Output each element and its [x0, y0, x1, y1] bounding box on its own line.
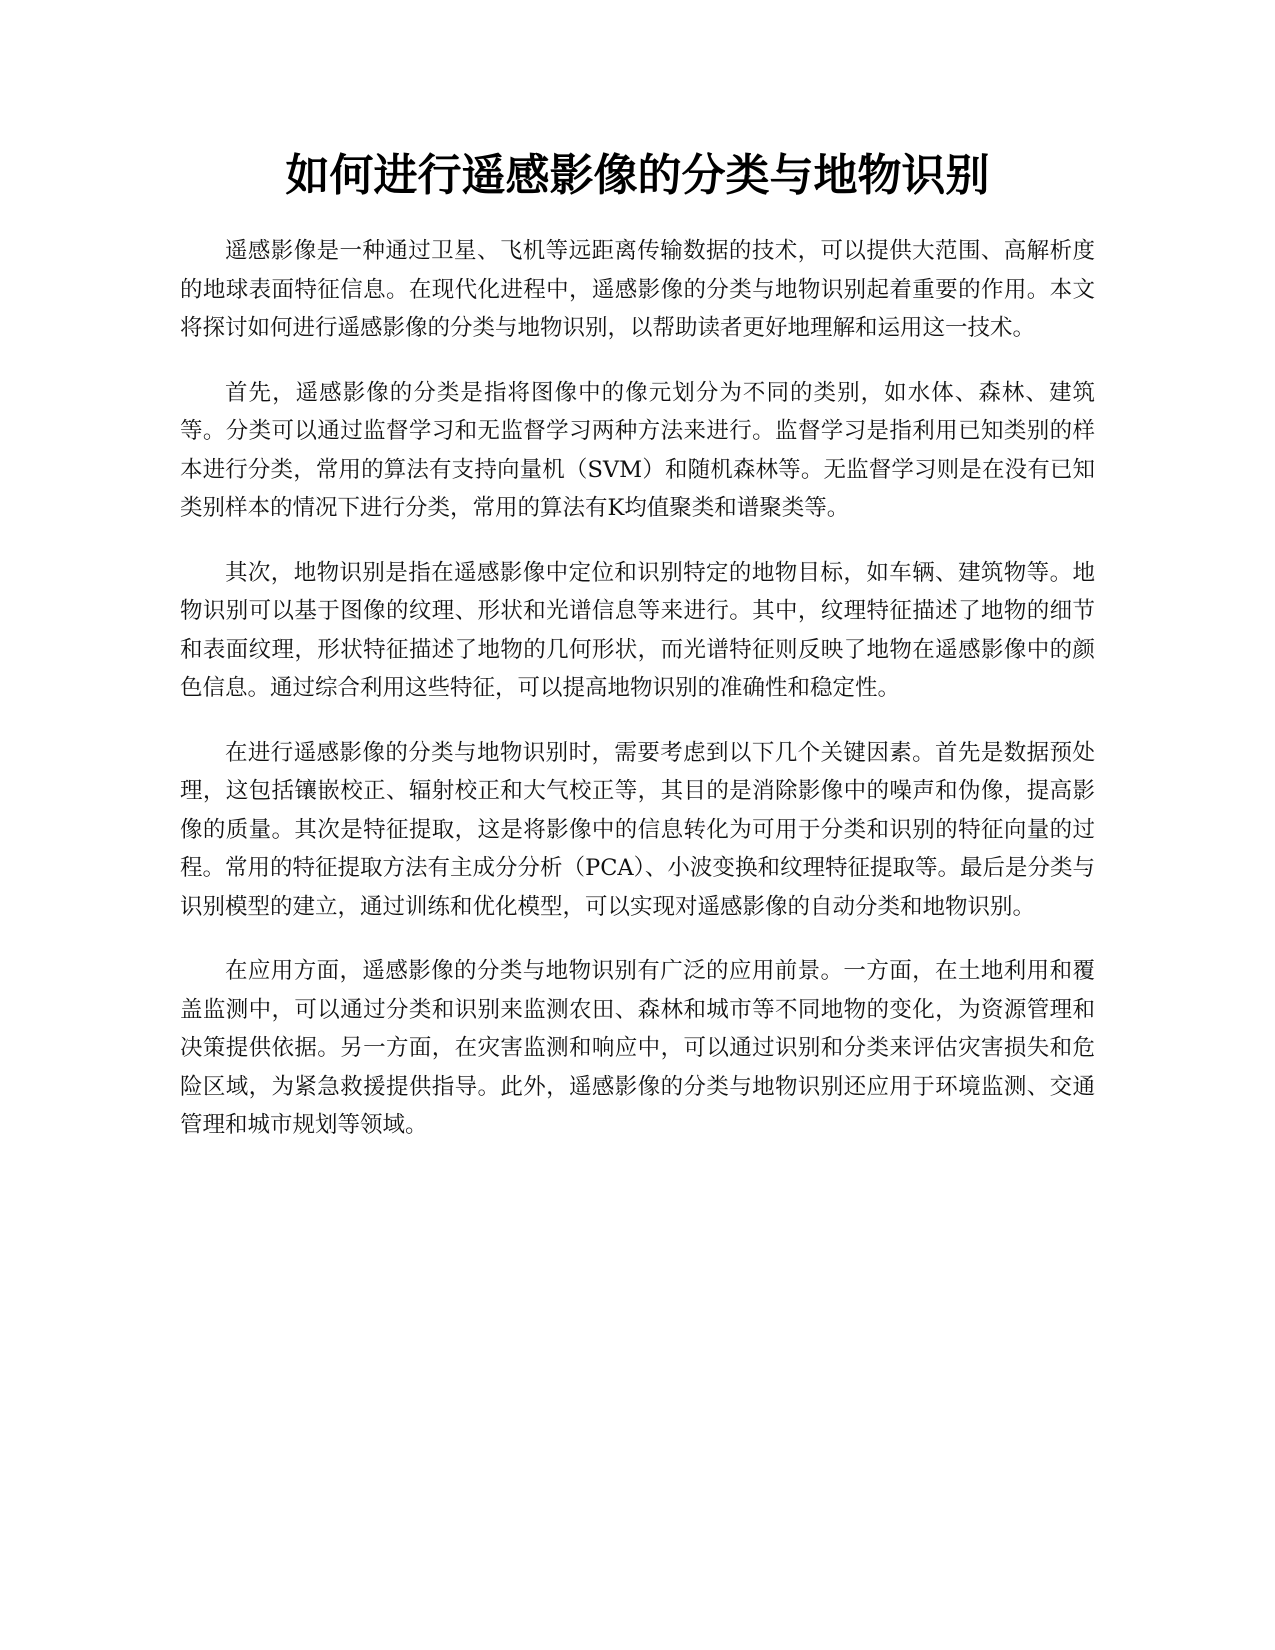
paragraph-applications: 在应用方面，遥感影像的分类与地物识别有广泛的应用前景。一方面，在土地利用和覆盖监测中，可以通过分类和识别来监测农田、森林和城市等不同地物的变化，为资源管理和决策提供依据。另一方面，在灾害监测和响应中，可以通过识别和分类来评估灾害损失和危险区域，为紧急救援提供指导。此外，遥感影像的分类与地物识别还应用于环境监测、交通管理和城市规划等领域。	[180, 958, 1095, 1138]
paragraph-key-factors: 在进行遥感影像的分类与地物识别时，需要考虑到以下几个关键因素。首先是数据预处理，这包括镶嵌校正、辐射校正和大气校正等，其目的是消除影像中的噪声和伪像，提高影像的质量。其次是特征提取，这是将影像中的信息转化为可用于分类和识别的特征向量的过程。常用的特征提取方法有主成分分析（PCA）、小波变换和纹理特征提取等。最后是分类与识别模型的建立，通过训练和优化模型，可以实现对遥感影像的自动分类和地物识别。	[180, 739, 1095, 920]
paragraph-object-recognition: 其次，地物识别是指在遥感影像中定位和识别特定的地物目标，如车辆、建筑物等。地物识别可以基于图像的纹理、形状和光谱信息等来进行。其中，纹理特征描述了地物的细节和表面纹理，形状特征描述了地物的几何形状，而光谱特征则反映了地物在遥感影像中的颜色信息。通过综合利用这些特征，可以提高地物识别的准确性和稳定性。	[180, 559, 1095, 701]
document-body	[180, 232, 1095, 1171]
document-title: 如何进行遥感影像的分类与地物识别	[285, 150, 990, 201]
paragraph-classification: 首先，遥感影像的分类是指将图像中的像元划分为不同的类别，如水体、森林、建筑等。分类可以通过监督学习和无监督学习两种方法来进行。监督学习是指利用已知类别的样本进行分类，常用的算法有支持向量机（SVM）和随机森林等。无监督学习则是在没有已知类别样本的情况下进行分类，常用的算法有K均值聚类和谱聚类等。	[180, 379, 1095, 521]
paragraph-intro: 遥感影像是一种通过卫星、飞机等远距离传输数据的技术，可以提供大范围、高解析度的地球表面特征信息。在现代化进程中，遥感影像的分类与地物识别起着重要的作用。本文将探讨如何进行遥感影像的分类与地物识别，以帮助读者更好地理解和运用这一技术。	[180, 238, 1095, 341]
